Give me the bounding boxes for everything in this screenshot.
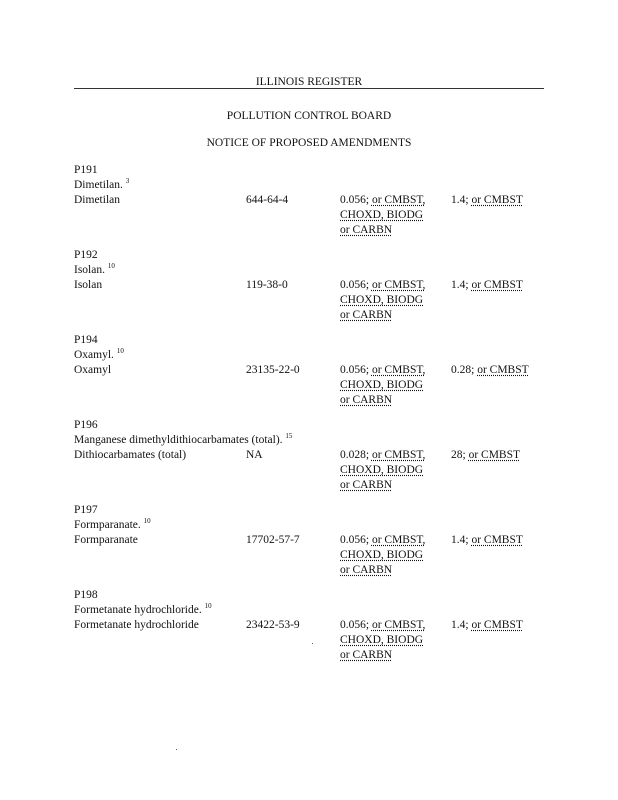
footnote-ref: 10 — [143, 517, 151, 526]
group-label: Oxamyl. — [74, 349, 114, 361]
wastewater-standard: 0.056; or CMBST, — [340, 619, 426, 631]
nonwastewater-standard: 1.4; or CMBST — [451, 194, 523, 206]
nonwastewater-standard: 1.4; or CMBST — [451, 279, 523, 291]
wastewater-carbn: or CARBN — [340, 479, 393, 491]
cas-number: 119-38-0 — [246, 279, 288, 291]
waste-code: P197 — [74, 504, 98, 516]
constituent-name: Dimetilan — [74, 194, 120, 206]
register-title: ILLINOIS REGISTER — [255, 76, 363, 88]
board-title: POLLUTION CONTROL BOARD — [226, 110, 392, 122]
wastewater-technologies: CHOXD, BIODG — [340, 464, 424, 476]
wastewater-standard: 0.056; or CMBST, — [340, 534, 426, 546]
footnote-ref: 10 — [107, 262, 115, 271]
cas-number: 23422-53-9 — [246, 619, 300, 631]
waste-group-name — [74, 348, 124, 362]
wastewater-standard: 0.056; or CMBST, — [340, 364, 426, 376]
wastewater-carbn: or CARBN — [340, 224, 393, 236]
waste-group-name — [74, 603, 212, 617]
cas-number: 644-64-4 — [246, 194, 289, 206]
waste-code: P194 — [74, 334, 98, 346]
scan-speck — [312, 643, 313, 644]
wastewater-technologies: CHOXD, BIODG — [340, 379, 424, 391]
waste-code: P191 — [74, 164, 98, 176]
wastewater-technologies: CHOXD, BIODG — [340, 294, 424, 306]
wastewater-standard: 0.056; or CMBST, — [340, 194, 426, 206]
cas-number: NA — [246, 449, 263, 461]
footnote-ref: 10 — [204, 602, 212, 611]
wastewater-standard: 0.056; or CMBST, — [340, 279, 426, 291]
nonwastewater-standard: 1.4; or CMBST — [451, 534, 523, 546]
wastewater-carbn: or CARBN — [340, 309, 393, 321]
group-label: Dimetilan. — [74, 179, 123, 191]
wastewater-technologies: CHOXD, BIODG — [340, 549, 424, 561]
group-label: Manganese dimethyldithiocarbamates (total). — [74, 434, 283, 446]
cas-number: 17702-57-7 — [246, 534, 300, 546]
wastewater-carbn: or CARBN — [340, 649, 393, 661]
notice-title: NOTICE OF PROPOSED AMENDMENTS — [206, 137, 412, 149]
cas-number: 23135-22-0 — [246, 364, 300, 376]
constituent-name: Formetanate hydrochloride — [74, 619, 199, 631]
wastewater-standard: 0.028; or CMBST, — [340, 449, 426, 461]
wastewater-technologies: CHOXD, BIODG — [340, 634, 424, 646]
footnote-ref: 15 — [285, 432, 293, 441]
footnote-ref: 10 — [116, 347, 124, 356]
waste-group-name — [74, 518, 151, 532]
waste-group-name — [74, 178, 129, 192]
waste-group-name — [74, 433, 292, 447]
group-label: Formetanate hydrochloride. — [74, 604, 202, 616]
constituent-name: Isolan — [74, 279, 103, 291]
header-rule — [74, 88, 544, 89]
wastewater-technologies: CHOXD, BIODG — [340, 209, 424, 221]
constituent-name: Oxamyl — [74, 364, 112, 376]
waste-code: P192 — [74, 249, 98, 261]
nonwastewater-standard: 28; or CMBST — [451, 449, 521, 461]
group-label: Formparanate. — [74, 519, 141, 531]
waste-group-name — [74, 263, 115, 277]
wastewater-carbn: or CARBN — [340, 564, 393, 576]
footnote-ref: 3 — [125, 177, 130, 186]
wastewater-carbn: or CARBN — [340, 394, 393, 406]
nonwastewater-standard: 1.4; or CMBST — [451, 619, 523, 631]
group-label: Isolan. — [74, 264, 105, 276]
waste-code: P196 — [74, 419, 98, 431]
constituent-name: Dithiocarbamates (total) — [74, 449, 187, 461]
scan-speck — [176, 749, 177, 750]
nonwastewater-standard: 0.28; or CMBST — [451, 364, 529, 376]
constituent-name: Formparanate — [74, 534, 138, 546]
waste-code: P198 — [74, 589, 98, 601]
